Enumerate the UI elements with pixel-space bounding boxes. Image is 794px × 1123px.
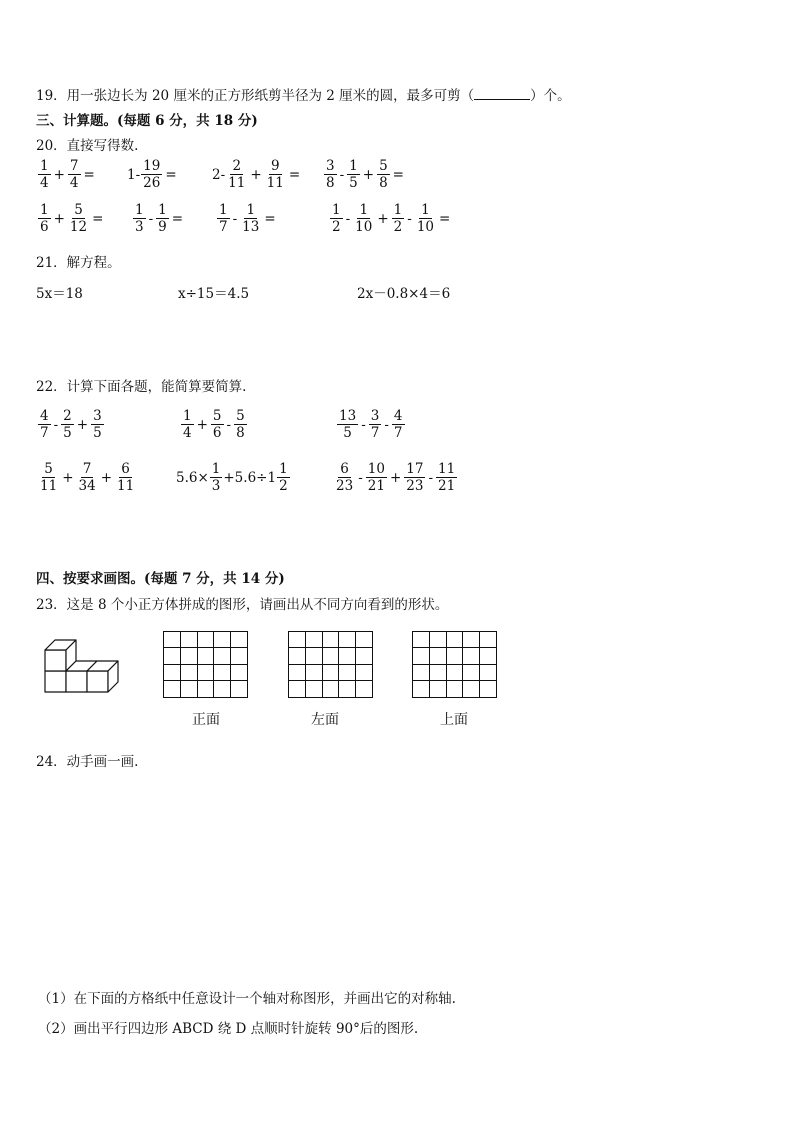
fraction-denominator: 11 xyxy=(266,175,284,192)
fraction-numerator: 1 xyxy=(246,202,256,218)
fraction xyxy=(324,159,337,190)
operator: + xyxy=(62,469,74,486)
operator: + xyxy=(377,210,389,227)
fraction-denominator: 4 xyxy=(183,425,192,442)
q24-subquestion-1: （1）在下面的方格纸中任意设计一个轴对称图形，并画出它的对称轴. xyxy=(38,991,456,1007)
fraction-numerator: 1 xyxy=(393,202,403,218)
q20-title: 20．直接写得数. xyxy=(36,138,139,154)
operator: - xyxy=(358,469,363,486)
operator: + xyxy=(76,416,89,433)
fraction-denominator: 7 xyxy=(370,425,380,442)
fraction xyxy=(68,159,81,190)
fraction xyxy=(265,159,286,190)
fraction-denominator: 7 xyxy=(40,425,49,442)
section-4-heading: 四、按要求画图。(每题 7 分，共 14 分) xyxy=(36,571,285,587)
fraction-numerator: 1 xyxy=(421,202,430,218)
operator: = xyxy=(171,210,184,227)
operator: + xyxy=(53,166,65,183)
fraction-numerator: 4 xyxy=(393,408,403,424)
fraction-numerator: 1 xyxy=(332,202,341,218)
fraction-numerator: 5 xyxy=(236,408,245,424)
fraction-numerator: 13 xyxy=(339,408,357,424)
fraction-denominator: 6 xyxy=(40,219,49,236)
fraction-denominator: 10 xyxy=(355,219,373,236)
fraction-numerator: 1 xyxy=(40,202,49,218)
q24-title: 24．动手画一画. xyxy=(36,754,139,770)
fraction-denominator: 11 xyxy=(40,478,58,495)
fraction-numerator: 7 xyxy=(69,158,79,174)
fraction-denominator: 21 xyxy=(367,478,385,495)
fraction xyxy=(133,203,146,234)
fraction-denominator: 8 xyxy=(379,175,388,192)
operator: = xyxy=(83,166,95,183)
label-front-view: 正面 xyxy=(192,712,220,728)
fraction-denominator: 5 xyxy=(349,175,358,192)
operator: - xyxy=(339,166,345,183)
q19-text-end: ）个。 xyxy=(530,88,571,104)
operator: = xyxy=(288,166,301,183)
q21-title: 21．解方程。 xyxy=(36,255,121,271)
grid-left-view[interactable] xyxy=(288,631,373,698)
q21-equation-2: x÷15＝4.5 xyxy=(178,286,250,302)
fraction xyxy=(156,203,169,234)
q22-title: 22．计算下面各题，能简算要简算. xyxy=(36,379,247,395)
q21-equation-1: 5x＝18 xyxy=(36,286,83,302)
fraction xyxy=(334,462,355,493)
fraction xyxy=(91,409,104,440)
fraction xyxy=(38,203,51,234)
fraction-denominator: 23 xyxy=(336,478,354,495)
q22-expr-2 xyxy=(180,409,248,440)
fraction-numerator: 10 xyxy=(367,461,385,477)
fraction-numerator: 5 xyxy=(379,158,388,174)
fraction xyxy=(38,462,59,493)
fraction-numerator: 1 xyxy=(135,202,144,218)
fraction-denominator: 2 xyxy=(279,478,288,495)
fraction xyxy=(337,409,358,440)
fraction-denominator: 10 xyxy=(416,219,434,236)
fraction-denominator: 5 xyxy=(343,425,352,442)
fraction-numerator: 5 xyxy=(74,202,83,218)
q20-r1-expr3: 2- $\frac{2}{11}$ + $\frac{9}{11}$ = xyxy=(212,158,301,192)
operator: - xyxy=(148,210,154,227)
fraction-numerator: 1 xyxy=(279,461,288,477)
grid-front-view[interactable] xyxy=(163,631,248,698)
fraction-denominator: 4 xyxy=(40,175,49,192)
fraction-denominator: 8 xyxy=(236,425,245,442)
operator: - xyxy=(232,210,238,227)
fraction xyxy=(68,203,89,234)
fraction xyxy=(369,409,382,440)
q20-r2-expr4 xyxy=(329,203,452,234)
fraction xyxy=(217,203,230,234)
operator: - xyxy=(53,416,59,433)
fraction-denominator: 2 xyxy=(332,219,341,236)
fraction-numerator: 7 xyxy=(82,461,92,477)
fraction xyxy=(353,203,374,234)
fraction-denominator: 3 xyxy=(211,478,221,495)
q22-expr-4 xyxy=(37,462,137,493)
fraction xyxy=(392,409,405,440)
q24-subquestion-2: （2）画出平行四边形 ABCD 绕 D 点顺时针旋转 90°后的图形. xyxy=(38,1021,419,1037)
fraction-numerator: 3 xyxy=(370,408,380,424)
question-19 xyxy=(36,84,571,104)
operator: = xyxy=(439,210,451,227)
operator: + xyxy=(196,416,208,433)
label-left-view: 左面 xyxy=(311,712,339,728)
fraction-numerator: 11 xyxy=(438,461,456,477)
grid-top-view[interactable] xyxy=(412,631,497,698)
q20-r2-expr2 xyxy=(132,203,185,234)
fraction-numerator: 1 xyxy=(359,202,369,218)
fraction-numerator: 3 xyxy=(326,158,335,174)
fraction-denominator: 4 xyxy=(69,175,79,192)
q20-r1-expr4 xyxy=(323,159,406,190)
label-top-view: 上面 xyxy=(440,712,468,728)
operator: = xyxy=(264,210,276,227)
fraction-numerator: 3 xyxy=(93,408,102,424)
fraction-denominator: 2 xyxy=(393,219,403,236)
fraction-denominator: 8 xyxy=(326,175,335,192)
fraction-denominator: 11 xyxy=(117,478,135,495)
fraction-numerator: 9 xyxy=(270,158,280,174)
q19-text: 19．用一张边长为 20 厘米的正方形纸剪半径为 2 厘米的圆，最多可剪（ xyxy=(36,88,475,104)
q19-answer-blank[interactable] xyxy=(474,87,530,100)
operator: = xyxy=(92,210,104,227)
operator: = xyxy=(392,166,404,183)
fraction-denominator: 34 xyxy=(78,478,96,495)
fraction-denominator: 21 xyxy=(438,478,456,495)
operator: - xyxy=(407,210,412,227)
operator: - xyxy=(361,416,366,433)
fraction xyxy=(436,462,457,493)
operator: + xyxy=(362,166,375,183)
fraction-numerator: 2 xyxy=(232,158,242,174)
fraction xyxy=(61,409,74,440)
fraction-numerator: 1 xyxy=(183,408,192,424)
fraction xyxy=(240,203,261,234)
fraction-numerator: 1 xyxy=(349,158,358,174)
fraction-denominator: 7 xyxy=(393,425,403,442)
operator: + xyxy=(389,469,402,486)
operator: = xyxy=(165,166,177,183)
fraction-numerator: 5 xyxy=(212,408,222,424)
fraction xyxy=(415,203,436,234)
fraction xyxy=(277,462,290,493)
q21-equation-3: 2x－0.8×4＝6 xyxy=(357,286,451,302)
fraction xyxy=(115,462,136,493)
fraction-denominator: 9 xyxy=(158,219,167,236)
q22-expr-1 xyxy=(37,409,105,440)
fraction xyxy=(211,409,224,440)
fraction-denominator: 7 xyxy=(219,219,228,236)
q23-title: 23．这是 8 个小正方体拼成的图形，请画出从不同方向看到的形状。 xyxy=(36,597,449,613)
fraction xyxy=(210,462,223,493)
fraction xyxy=(404,462,425,493)
fraction-denominator: 23 xyxy=(406,478,424,495)
fraction xyxy=(330,203,343,234)
section-3-heading: 三、计算题。(每题 6 分，共 18 分) xyxy=(36,113,258,129)
fraction xyxy=(234,409,247,440)
fraction-numerator: 1 xyxy=(219,202,228,218)
operator: + xyxy=(250,166,262,183)
q22-expr-6 xyxy=(333,462,458,493)
fraction xyxy=(377,159,390,190)
operator: + xyxy=(53,210,65,227)
fraction-numerator: 1 xyxy=(211,461,221,477)
operator: - xyxy=(226,416,232,433)
fraction-numerator: 6 xyxy=(340,461,349,477)
fraction xyxy=(38,409,51,440)
fraction xyxy=(392,203,405,234)
fraction xyxy=(77,462,98,493)
fraction xyxy=(347,159,360,190)
operator: + xyxy=(100,469,112,486)
fraction xyxy=(366,462,387,493)
fraction-denominator: 3 xyxy=(135,219,144,236)
fraction-numerator: 1 xyxy=(158,202,167,218)
fraction-numerator: 5 xyxy=(44,461,53,477)
fraction-numerator: 6 xyxy=(121,461,130,477)
cube-stack-figure xyxy=(42,634,126,694)
fraction-numerator: 2 xyxy=(63,408,72,424)
fraction-denominator: 11 xyxy=(228,175,246,192)
q22-expr-3 xyxy=(336,409,406,440)
fraction-denominator: 13 xyxy=(242,219,260,236)
operator: - xyxy=(345,210,351,227)
fraction xyxy=(226,159,247,190)
fraction xyxy=(38,159,51,190)
operator: - xyxy=(428,469,433,486)
q20-r1-expr2: 1- $\frac{19}{26}$ = xyxy=(127,158,177,192)
fraction-numerator: 1 xyxy=(40,158,49,174)
fraction xyxy=(141,159,162,190)
q20-r2-expr1 xyxy=(37,203,105,234)
q20-r1-expr1 xyxy=(37,159,97,190)
fraction xyxy=(181,409,194,440)
fraction-numerator: 4 xyxy=(40,408,49,424)
fraction-numerator: 17 xyxy=(406,461,424,477)
fraction-denominator: 5 xyxy=(63,425,72,442)
fraction-denominator: 26 xyxy=(143,175,161,192)
fraction-numerator: 19 xyxy=(143,158,161,174)
fraction-denominator: 12 xyxy=(69,219,88,236)
operator: - xyxy=(384,416,389,433)
q22-expr-5: 5.6× $\frac{1}{3}$ +5.6÷1 $\frac{1}{2}$ xyxy=(176,461,288,495)
fraction-denominator: 6 xyxy=(212,425,222,442)
q20-r2-expr3 xyxy=(216,203,278,234)
fraction-denominator: 5 xyxy=(93,425,102,442)
